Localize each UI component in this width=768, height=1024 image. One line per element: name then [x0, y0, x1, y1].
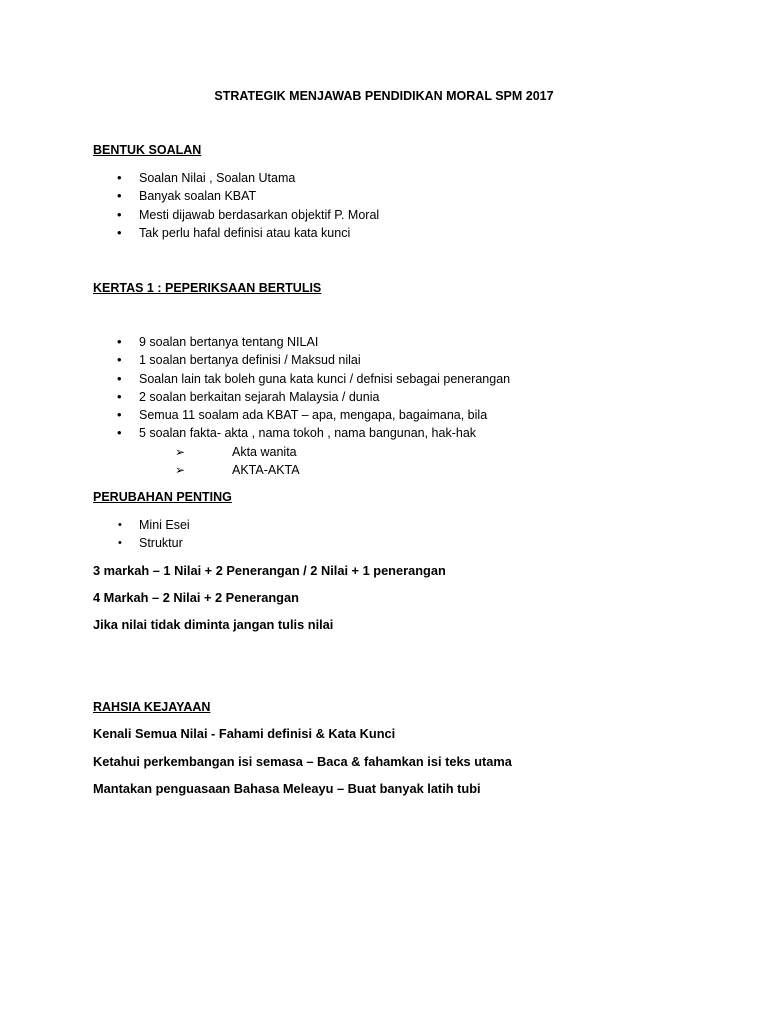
bullet-icon: •	[117, 334, 122, 349]
section-heading-rahsia-kejayaan: RAHSIA KEJAYAAN	[93, 700, 211, 714]
bullet-icon: •	[117, 425, 122, 441]
rahsia-line-2: Ketahui perkembangan isi semasa – Baca & fahamkan isi teks utama	[93, 754, 512, 769]
bullet-icon: •	[117, 388, 122, 404]
rahsia-line-3: Mantakan penguasaan Bahasa Meleayu – Buat banyak latih tubi	[93, 781, 481, 796]
nilai-note-line: Jika nilai tidak diminta jangan tulis nilai	[93, 617, 334, 632]
bullet-icon: •	[117, 170, 122, 185]
markah-line-3: 3 markah – 1 Nilai + 2 Penerangan / 2 Nilai + 1 penerangan	[93, 563, 446, 578]
section-heading-kertas-1: KERTAS 1 : PEPERIKSAAN BERTULIS	[93, 281, 322, 295]
sub-list-item: ➢ AKTA-AKTA	[175, 463, 300, 477]
arrow-bullet-icon: ➢	[175, 445, 186, 459]
rahsia-line-1: Kenali Semua Nilai - Fahami definisi & Kata Kunci	[93, 726, 396, 741]
bullet-icon: •	[117, 206, 122, 222]
bullet-icon: •	[117, 370, 122, 386]
section-heading-bentuk-soalan: BENTUK SOALAN	[93, 143, 202, 157]
document-page: STRATEGIK MENJAWAB PENDIDIKAN MORAL SPM 2017 BENTUK SOALAN • Soalan Nilai , Soalan Utama • Banyak soalan KBAT • Mesti dijawab berdasarkan objektif P. Moral • Tak perlu hafal definisi atau kata kunci KERTAS 1 : PEPERIKSAAN BERTULIS • 9 soalan bertanya tentang NILAI • 1 soalan bertanya definisi / Maksud nilai • Soalan lain tak boleh guna kata kunci / defnisi sebagai penerangan • 2 soalan berkaitan sejarah Malaysia / dunia • Semua 11 soalam ada KBAT – apa, mengapa, bagaimana, bila • 5 soalan fakta- akta , nama tokoh , nama bangunan, hak-hak ➢ Akta wanita ➢ AKTA-AKTA PERUBAHAN PENTING • Mini Esei • Struktur 3 markah – 1 Nilai + 2 Penerangan / 2 Nilai + 1 penerangan 4 Markah – 2 Nilai + 2 Penerangan Jika nilai tidak diminta jangan tulis nilai RAHSIA KEJAYAAN Kenali Semua Nilai - Fahami definisi & Kata Kunci Ketahui perkembangan isi semasa – Baca & fahamkan isi teks utama Mantakan penguasaan Bahasa Meleayu – Buat banyak latih tubi	[0, 0, 768, 1024]
arrow-bullet-icon: ➢	[175, 463, 186, 477]
section-heading-perubahan-penting: PERUBAHAN PENTING	[93, 490, 232, 504]
bullet-icon: •	[117, 224, 122, 240]
sub-list-item: ➢ Akta wanita	[175, 445, 297, 459]
document-title: STRATEGIK MENJAWAB PENDIDIKAN MORAL SPM 2017	[214, 89, 554, 103]
bullet-icon: •	[118, 519, 122, 531]
bullet-icon: •	[117, 407, 122, 423]
bullet-icon: •	[118, 537, 122, 550]
bullet-icon: •	[117, 352, 122, 368]
bullet-icon: •	[117, 188, 122, 204]
markah-line-4: 4 Markah – 2 Nilai + 2 Penerangan	[93, 590, 299, 605]
